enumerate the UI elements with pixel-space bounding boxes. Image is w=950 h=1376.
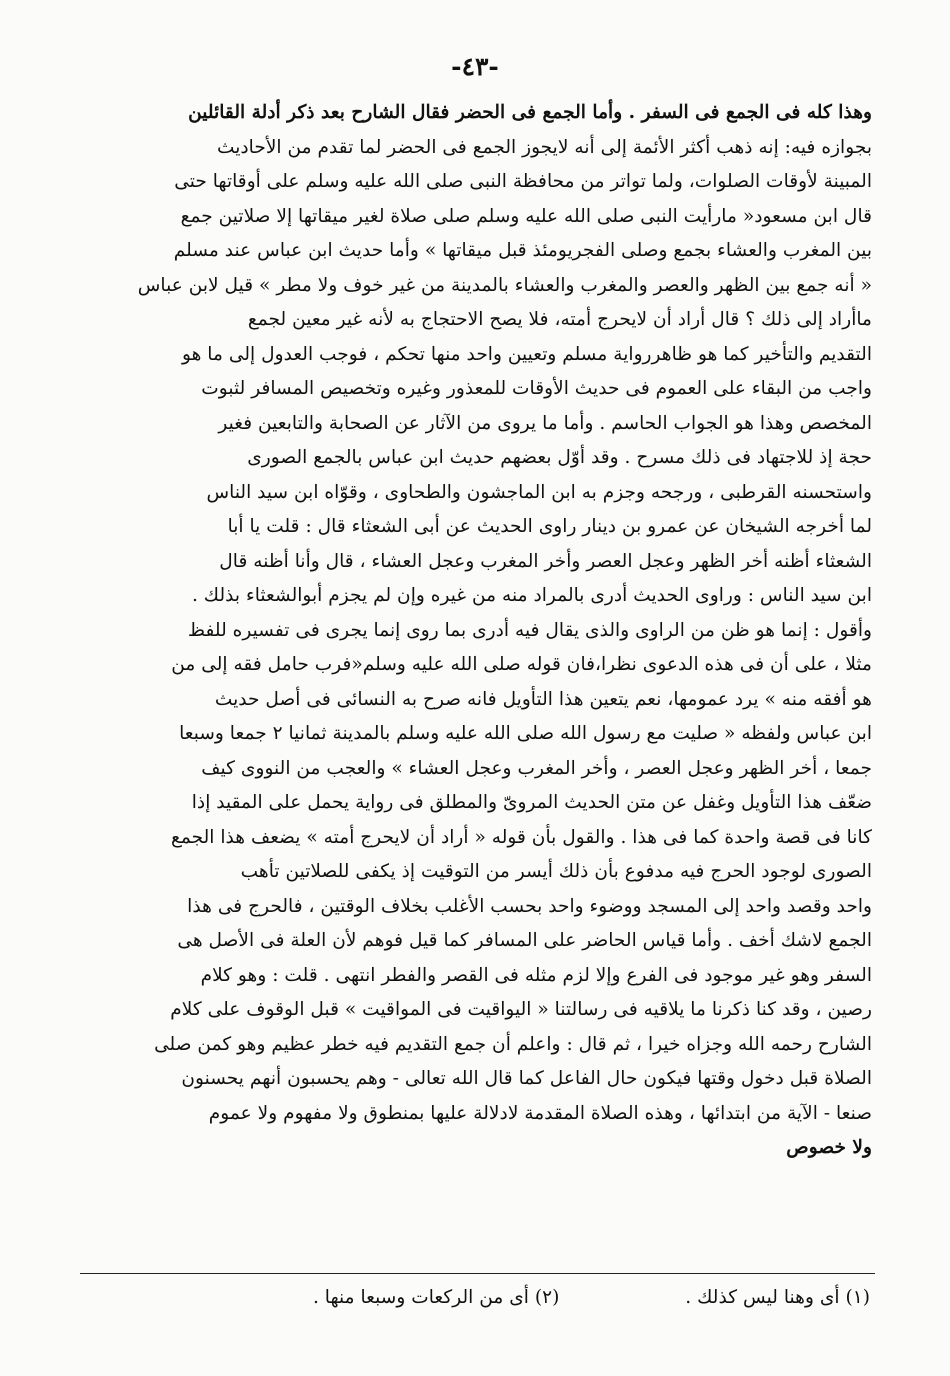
text-line: الشارح رحمه الله وجزاه خيرا ، ثم قال : واعلم أن جمع التقديم فيه خطر عظيم وهو كمن صلى: [154, 1033, 872, 1055]
page-number: -٤٣-: [451, 52, 499, 81]
text-line: ضعّف هذا التأويل وغفل عن متن الحديث المروىّ والمطلق فى رواية يحمل على المقيد إذا: [191, 792, 872, 813]
text-line: الصلاة قبل دخول وقتها فيكون حال الفاعل كما قال الله تعالى - وهم يحسبون أنهم يحسنون: [181, 1068, 872, 1089]
text-line: المبينة لأوقات الصلوات، ولما تواتر من محافظة النبى صلى الله عليه وسلم على أوقاتها حتى: [174, 171, 872, 192]
text-line: ماأراد إلى ذلك ؟ قال أراد أن لايحرج أمته، فلا يصح الاحتجاج به لأنه غير معين لجمع: [247, 309, 872, 330]
text-line: وأقول : إنما هو ظن من الراوى والذى يقال فيه أدرى بما روى إنما يجرى فى تفسيره للفظ: [187, 619, 872, 641]
text-line: الصورى لوجود الحرج فيه مدفوع بأن ذلك أيسر من التوقيت إذ يكفى للصلاتين تأهب: [240, 861, 872, 882]
text-line: هو أفقه منه » يرد عمومها، نعم يتعين هذا التأويل فانه صرح به النسائى فى أصل حديث: [214, 688, 872, 710]
text-line: الجمع لاشك أخف . وأما قياس الحاضر على المسافر كما قيل فوهم لأن العلة فى الأصل هى: [177, 930, 872, 951]
text-line: حجة إذ للاجتهاد فى ذلك مسرح . وقد أوّل بعضهم حديث ابن عباس بالجمع الصورى: [247, 447, 872, 468]
text-line: ولا خصوص: [786, 1137, 872, 1158]
text-line: الشعثاء أظنه أخر الظهر وعجل العصر وأخر المغرب وعجل العشاء ، قال وأنا أظنه قال: [219, 550, 872, 572]
text-line: التقديم والتأخير كما هو ظاهررواية مسلم وتعيين واحد منها تحكم ، فوجب العدول إلى ما هو: [181, 343, 872, 365]
text-line: السفر وهو غير موجود فى الفرع وإلا لزم مثله فى القصر والفطر انتهى . قلت : وهو كلام: [200, 964, 872, 986]
text-line: لما أخرجه الشيخان عن عمرو بن دينار راوى الحديث عن أبى الشعثاء قال : قلت يا أبا: [227, 516, 872, 537]
text-line: رصين ، وقد كنا ذكرنا ما يلاقيه فى رسالتنا « اليواقيت فى المواقيت » قبل الوقوف على كلام: [170, 999, 872, 1020]
text-line: بجوازه فيه: إنه ذهب أكثر الأئمة إلى أنه لايجوز الجمع فى الحضر لما تقدم من الأحاديث: [216, 136, 872, 158]
text-line: واجب من البقاء على العموم فى حديث الأوقات للمعذور وغيره وتخصيص المسافر لثبوت: [201, 378, 872, 399]
text-line: قال ابن مسعود« مارأيت النبى صلى الله عليه وسلم صلى صلاة لغير ميقاتها إلا صلاتين جمع: [180, 205, 872, 227]
text-line: صنعا - الآية من ابتدائها ، وهذه الصلاة المقدمة لادلالة عليها بمنطوق ولا مفهوم ولا عموم: [208, 1102, 872, 1124]
footnote-2: (٢) أى من الركعات وسبعا منها .: [312, 1287, 560, 1308]
text-line: جمعا ، أخر الظهر وعجل العصر ، وأخر المغرب وعجل العشاء » والعجب من النووى كيف: [201, 757, 872, 779]
text-line: مثلا ، على أن فى هذه الدعوى نظرا،فان قوله صلى الله عليه وسلم«فرب حامل فقه إلى من: [171, 654, 872, 675]
text-line: كانا فى قصة واحدة كما فى هذا . والقول بأن قوله « أراد أن لايحرج أمته » يضعف هذا الجمع: [170, 826, 872, 848]
text-line: بين المغرب والعشاء بجمع وصلى الفجريومئذ قبل ميقاتها » وأما حديث ابن عباس عند مسلم: [173, 240, 872, 261]
text-line: المخصص وهذا هو الجواب الحاسم . وأما ما يروى من الآثار عن الصحابة والتابعين فغير: [218, 412, 872, 434]
text-line: ابن عباس ولفظه « صليت مع رسول الله صلى الله عليه وسلم بالمدينة ثمانيا ٢ جمعا وسبعا: [179, 723, 872, 744]
text-line: وهذا كله فى الجمع فى السفر . وأما الجمع فى الحضر فقال الشارح بعد ذكر أدلة القائلين: [188, 102, 872, 123]
footnote-divider: [80, 1273, 875, 1274]
text-line: واحد وقصد واحد إلى المسجد ووضوء واحد بحسب الأغلب بخلاف الوقتين ، فالحرج فى هذا: [187, 895, 872, 917]
footnote-1: (١) أى وهنا ليس كذلك .: [685, 1287, 870, 1308]
main-text: [100, 96, 872, 1166]
text-line: واستحسنه القرطبى ، ورجحه وجزم به ابن الماجشون والطحاوى ، وقوّاه ابن سيد الناس: [206, 481, 872, 503]
text-line: « أنه جمع بين الظهر والعصر والمغرب والعشاء بالمدينة من غير خوف ولا مطر » قيل لابن عباس: [137, 274, 872, 296]
text-line: ابن سيد الناس : وراوى الحديث أدرى بالمراد منه من غيره وإن لم يجزم أبوالشعثاء بذلك .: [191, 585, 872, 606]
footnotes: [150, 1283, 870, 1313]
